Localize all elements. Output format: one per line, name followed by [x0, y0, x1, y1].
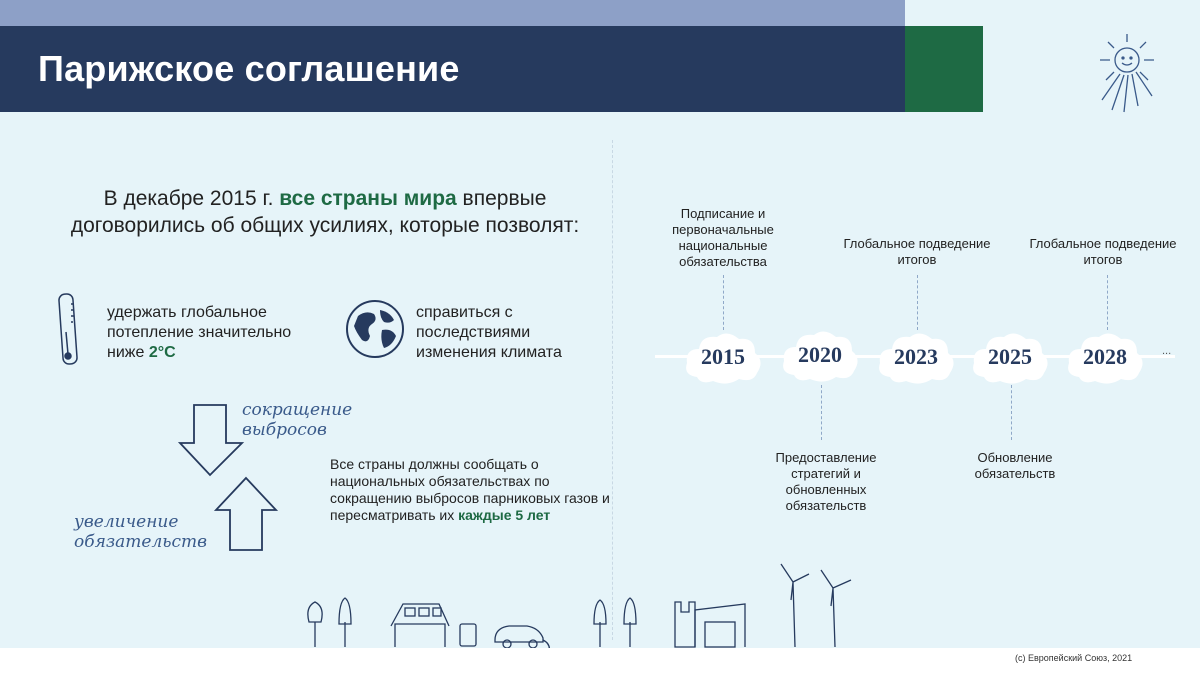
event-update-2025: Обновление обязательств: [974, 450, 1056, 481]
goal-adaptation: [416, 303, 576, 363]
report-text: [330, 456, 610, 524]
goal-temperature-highlight: 2°С: [148, 344, 176, 361]
reduce-emissions-label: сокращение выбросов: [242, 400, 353, 440]
goal-temperature: [107, 303, 307, 363]
year-label: 2028: [1083, 344, 1127, 369]
sun-icon: [1072, 30, 1182, 120]
timeline-more: ...: [1162, 345, 1172, 357]
goal-temperature-text: удержать глобальное потепление значительно ниже: [107, 304, 292, 361]
event-global-stocktake-2028: Глобальное подведение итогов: [1029, 236, 1177, 267]
page-title: Парижское соглашение: [38, 48, 460, 89]
intro-text: [60, 185, 590, 239]
year-label: 2023: [894, 344, 938, 369]
event-global-stocktake-2023: Глобальное подведение итогов: [843, 236, 991, 267]
connector-line: [821, 385, 822, 440]
year-2020: [780, 325, 860, 387]
landscape-illustration: [295, 552, 865, 652]
event-strategies-2020: Предоставление стратегий и обновленных обязательств: [775, 450, 877, 513]
report-text-highlight: каждые 5 лет: [458, 507, 551, 523]
connector-line: [1011, 385, 1012, 440]
year-2023: [876, 327, 956, 389]
thermometer-icon: [55, 292, 85, 370]
intro-part2: впервые договорились об общих усилиях, которые позволят:: [70, 187, 580, 237]
goal-adaptation-text: справиться с последствиями изменения климата: [416, 304, 562, 361]
globe-icon: [344, 298, 406, 360]
copyright: (c) Европейский Союз, 2021: [1015, 653, 1133, 663]
connector-line: [917, 275, 918, 330]
year-label: 2025: [988, 344, 1032, 369]
intro-highlight: все страны мира: [279, 187, 457, 210]
increase-commitments-label: увеличение обязательств: [74, 512, 208, 552]
connector-line: [1107, 275, 1108, 330]
year-2025: [970, 327, 1050, 389]
arrow-up-icon: [212, 476, 280, 552]
year-label: 2020: [798, 342, 842, 367]
event-signing: Подписание и первоначальные национальные обязательства: [672, 206, 774, 269]
year-2015: [683, 327, 763, 389]
header-top-band: [0, 0, 905, 26]
arrow-down-icon: [176, 403, 246, 477]
intro-part1: В декабре 2015 г.: [103, 187, 280, 210]
connector-line: [723, 275, 724, 330]
header-accent-block: [905, 26, 983, 112]
year-label: 2015: [701, 344, 745, 369]
year-2028: [1065, 327, 1145, 389]
report-text-main: Все страны должны сообщать о национальных обязательствах по сокращению выбросов парниковых газов и пересматривать их: [330, 456, 610, 523]
